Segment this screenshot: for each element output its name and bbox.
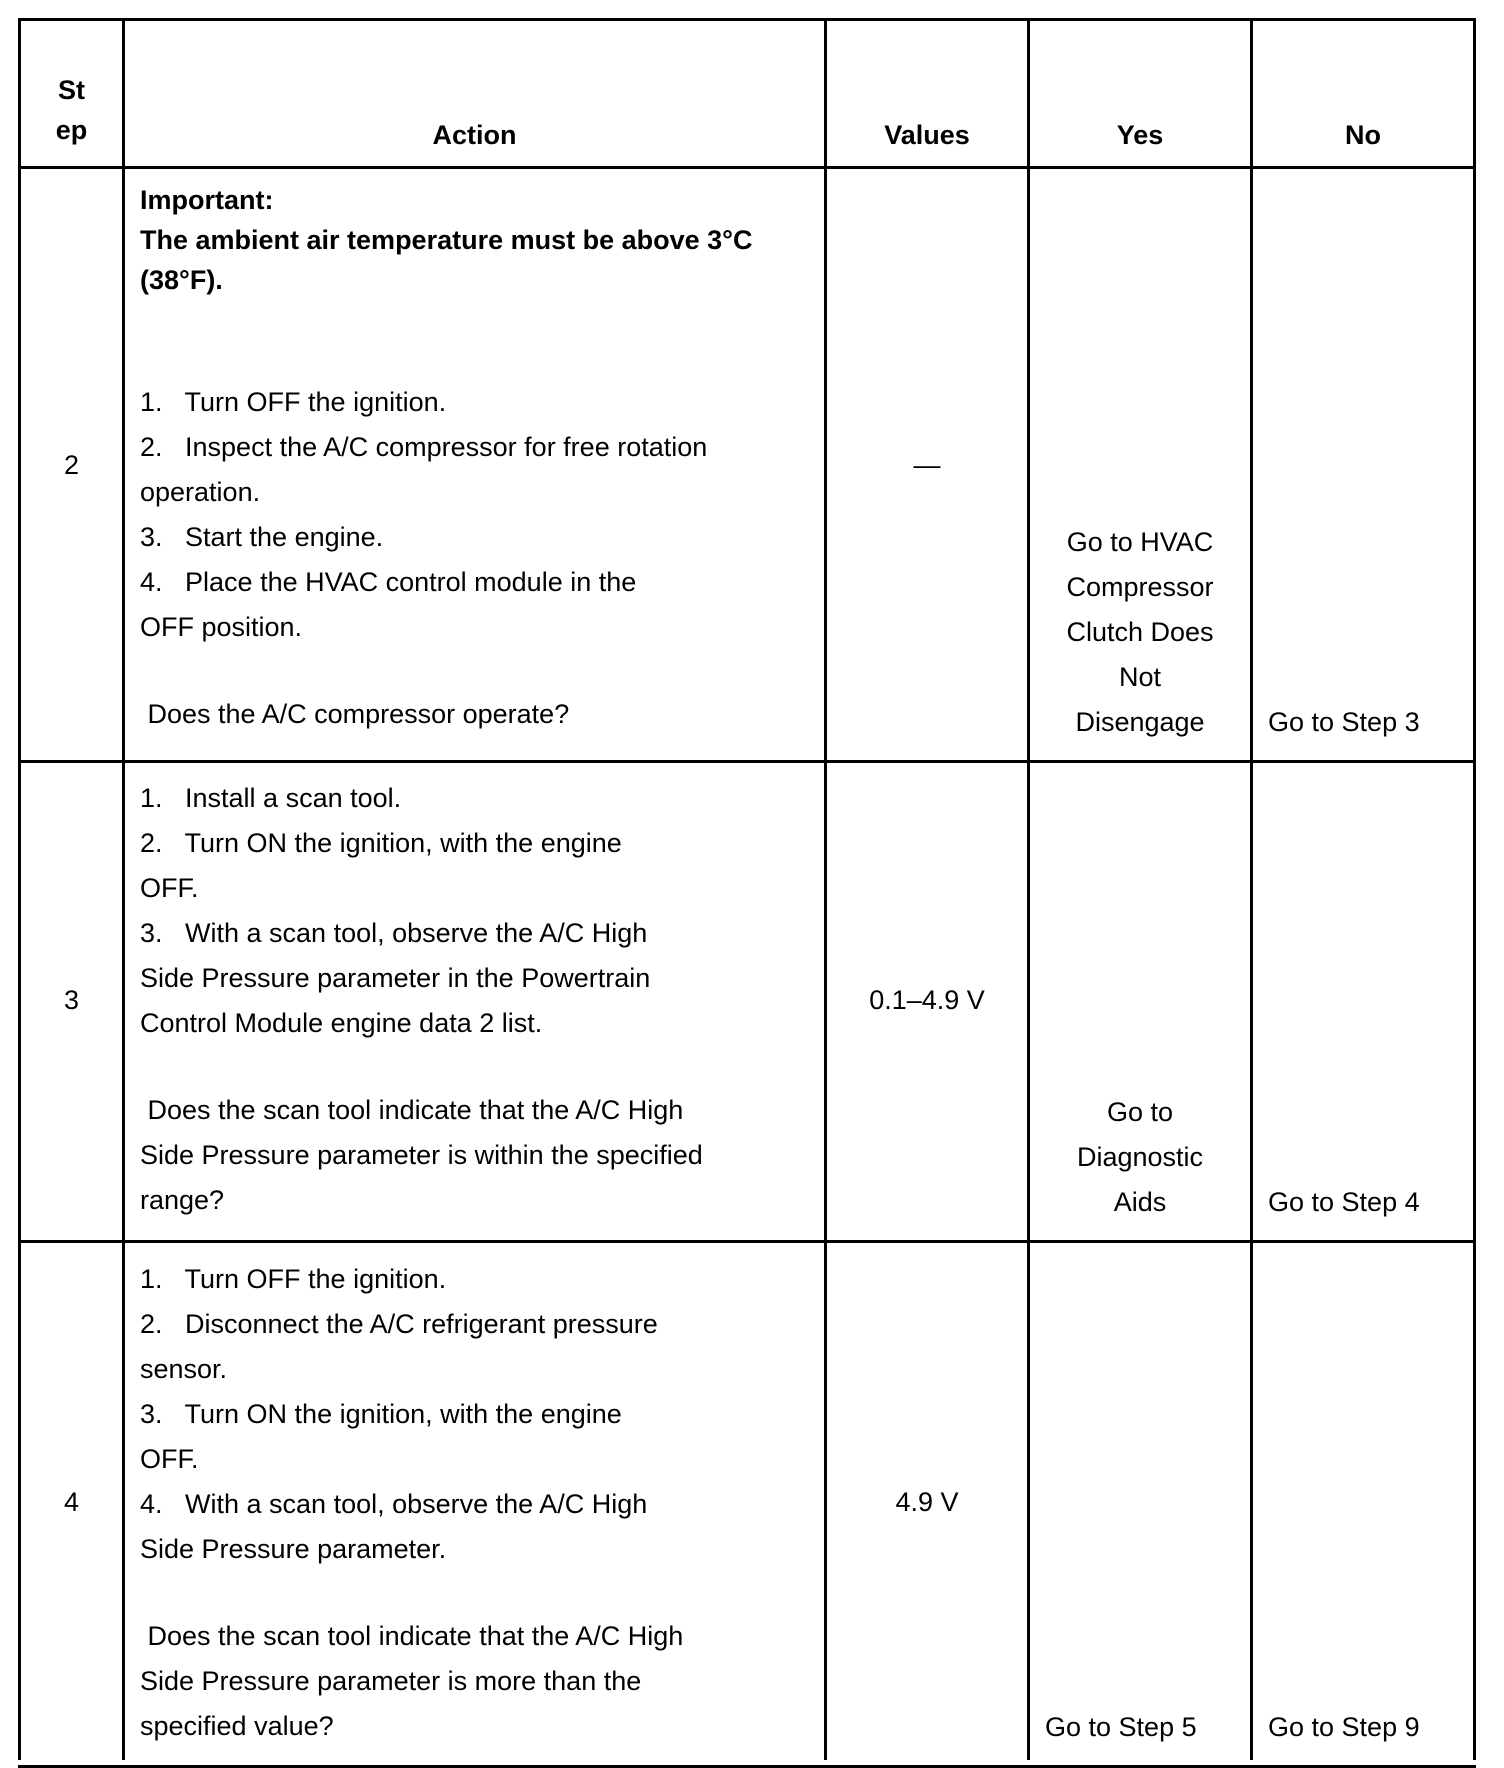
row2-yes	[1030, 520, 1250, 745]
action-line: 3. With a scan tool, observe the A/C High	[140, 918, 648, 948]
question-line: range?	[140, 1185, 225, 1215]
action-line: Side Pressure parameter.	[140, 1534, 447, 1564]
action-line: 2. Turn ON the ignition, with the engine	[140, 828, 622, 858]
header-step-line1: St	[58, 75, 85, 105]
question-line: specified value?	[140, 1711, 334, 1741]
row4-step: 4	[63, 1487, 80, 1517]
row4-yes: Go to Step 5	[1045, 1712, 1197, 1742]
action-line: 4. Place the HVAC control module in the	[140, 567, 637, 597]
action-line: 2. Disconnect the A/C refrigerant pressure	[140, 1309, 658, 1339]
question-line: Does the scan tool indicate that the A/C High	[140, 1621, 684, 1651]
action-line: 1. Install a scan tool.	[140, 783, 402, 813]
yes-line: Aids	[1113, 1187, 1167, 1217]
yes-line: Compressor	[1066, 572, 1214, 602]
header-no: No	[1345, 120, 1381, 150]
action-line: 4. With a scan tool, observe the A/C High	[140, 1489, 648, 1519]
header-action: Action	[432, 120, 517, 150]
action-line: OFF.	[140, 1444, 199, 1474]
action-line: 3. Turn ON the ignition, with the engine	[140, 1399, 622, 1429]
header-step	[21, 70, 122, 160]
yes-line: Not	[1118, 662, 1162, 692]
yes-line: Disengage	[1075, 707, 1205, 737]
question: Does the A/C compressor operate?	[140, 699, 570, 729]
question-line: Side Pressure parameter is within the specified	[140, 1140, 703, 1170]
important-line: (38°F).	[140, 265, 223, 295]
action-line: 3. Start the engine.	[140, 522, 384, 552]
yes-line: Go to	[1106, 1097, 1174, 1127]
row4-action	[140, 1257, 820, 1749]
action-line: 2. Inspect the A/C compressor for free rotation	[140, 432, 708, 462]
row3-action	[140, 776, 820, 1223]
row4-value: 4.9 V	[895, 1487, 959, 1517]
action-line: OFF.	[140, 873, 199, 903]
row3-step: 3	[63, 985, 80, 1015]
row2-step: 2	[63, 450, 80, 480]
row2-action	[140, 180, 820, 737]
header-values: Values	[884, 120, 970, 150]
row2-value: —	[913, 450, 941, 480]
question-line: Side Pressure parameter is more than the	[140, 1666, 642, 1696]
action-line: Side Pressure parameter in the Powertrain	[140, 963, 651, 993]
row3-no: Go to Step 4	[1268, 1187, 1420, 1217]
question-line: Does the scan tool indicate that the A/C High	[140, 1095, 684, 1125]
important-label: Important:	[140, 185, 274, 215]
row4-no: Go to Step 9	[1268, 1712, 1420, 1742]
action-line: Control Module engine data 2 list.	[140, 1008, 543, 1038]
important-line: The ambient air temperature must be above 3°C	[140, 225, 753, 255]
yes-line: Diagnostic	[1076, 1142, 1204, 1172]
row3-yes	[1030, 1090, 1250, 1225]
action-line: OFF position.	[140, 612, 303, 642]
action-line: 1. Turn OFF the ignition.	[140, 1264, 447, 1294]
action-line: operation.	[140, 477, 261, 507]
action-line: 1. Turn OFF the ignition.	[140, 387, 447, 417]
row3-value: 0.1–4.9 V	[869, 985, 985, 1015]
header-step-line2: ep	[55, 115, 88, 145]
yes-line: Clutch Does	[1066, 617, 1214, 647]
header-yes: Yes	[1116, 120, 1164, 150]
action-line: sensor.	[140, 1354, 228, 1384]
yes-line: Go to HVAC	[1066, 527, 1214, 557]
row2-no: Go to Step 3	[1268, 707, 1420, 737]
